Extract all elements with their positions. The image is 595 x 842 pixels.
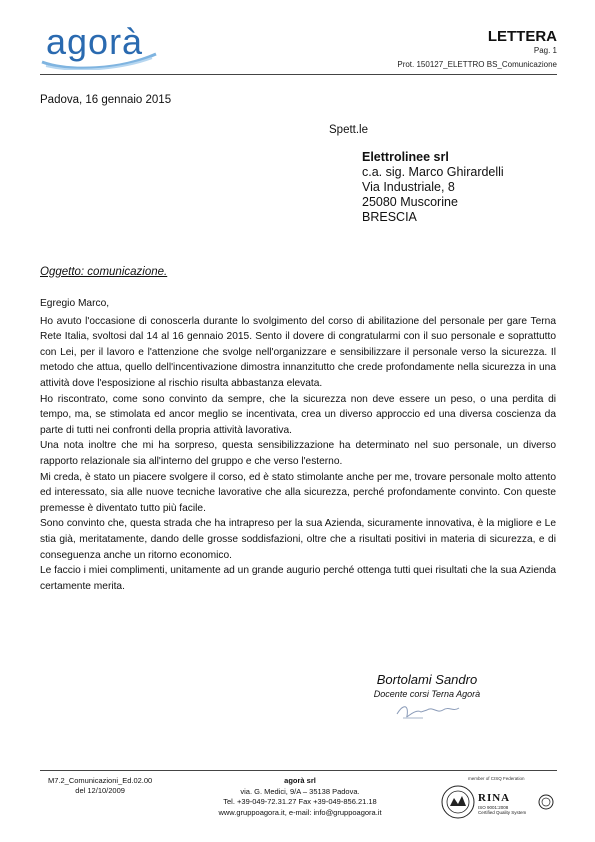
footer-divider — [40, 770, 557, 771]
page-number: Pag. 1 — [533, 46, 557, 55]
recipient-province: BRESCIA — [362, 210, 417, 224]
document-header — [397, 28, 557, 71]
signature-name: Bortolami Sandro — [376, 672, 478, 687]
footer-phone: Tel. +39-049-72.31.27 Fax +39-049-856.21.18 — [223, 797, 377, 806]
handwritten-signature — [393, 700, 463, 722]
document-code-block — [48, 776, 152, 796]
document-code: M7.2_Comunicazioni_Ed.02.00 — [48, 776, 153, 785]
body-paragraph: Ho avuto l'occasione di conoscerla durante lo svolgimento del corso di abilitazione del personale per gare Terna Rete Italia, svoltosi dal 14 al 16 gennaio 2015. Sento il dovere di congratularmi con il suo personale e soprattutto con Lei, per il lavoro e l'attenzione che svolge nell'organizzare e sensibilizzare il personale verso la sicurezza. Il metodo che attua, quello dell'incentivazione dimostra innanzitutto che crede profondamente nella sicurezza in una attività dove l'esposizione al rischio risulta abbastanza elevata. — [40, 315, 556, 389]
protocol-number: Prot. 150127_ELETTRO BS_Comunicazione — [397, 60, 557, 69]
document-edition-date: del 12/10/2009 — [75, 786, 125, 795]
rina-seal-icon — [440, 784, 476, 820]
recipient-city: 25080 Muscorine — [362, 195, 458, 209]
company-contacts — [200, 776, 400, 818]
signature-role: Docente corsi Terna Agorà — [373, 689, 481, 699]
certification-logo — [440, 776, 558, 822]
body-paragraph: Ho riscontrato, come sono convinto da sempre, che la sicurezza non deve essere un peso, o una perdita di tempo, ma, se stimolata ed ancor meglio se incentivata, crea un diverso approccio ed una diversa coscienza da parte di tutti nei confronti della propria attività lavorativa. — [40, 393, 556, 436]
cert-system: Certified Quality System — [478, 810, 527, 815]
cert-member-text: member of CISQ Federation — [468, 776, 525, 781]
header-divider — [40, 74, 557, 75]
recipient-address — [362, 150, 504, 225]
body-paragraph: Una nota inoltre che mi ha sorpreso, questa sensibilizzazione ha determinato nel suo personale, un diverso rapporto relazionale sia all'interno del gruppo e che verso l'esterno. — [40, 440, 556, 467]
footer-web-email: www.gruppoagora.it, e-mail: info@gruppoagora.it — [218, 807, 382, 817]
agora-logo — [40, 22, 160, 70]
letter-body — [40, 296, 556, 594]
footer-company-name: agorà srl — [284, 776, 316, 785]
cisq-badge-icon — [538, 794, 554, 810]
recipient-attention: c.a. sig. Marco Ghirardelli — [362, 165, 504, 179]
cert-iso: ISO 9001:2008 — [478, 805, 509, 810]
letter-subject: Oggetto: comunicazione. — [40, 266, 168, 278]
logo-swoosh-icon — [40, 48, 160, 70]
signature-block — [362, 672, 492, 699]
recipient-company: Elettrolinee srl — [362, 150, 449, 164]
recipient-street: Via Industriale, 8 — [362, 180, 455, 194]
body-paragraph: Sono convinto che, questa strada che ha intrapreso per la sua Azienda, sicuramente innovativa, è la migliore e Le stia già, meritatamente, dando delle grosse soddisfazioni, oltre che a risultati positivi in materia di sicurezza, e di conseguenza anche un ritorno economico. — [40, 518, 556, 561]
greeting: Egregio Marco, — [40, 298, 110, 309]
salutation-label: Spett.le — [329, 124, 368, 136]
cert-brand: RINA — [478, 792, 511, 804]
logo-wordmark: agorà — [46, 21, 144, 62]
document-type: LETTERA — [487, 28, 557, 45]
body-paragraph: Mi creda, è stato un piacere svolgere il corso, ed è stato stimolante anche per me, trovare personale molto attento ed interessato, sia alle nuove tecniche lavorative che alla sicurezza, perché profondamente convinto. Con queste premesse è diventato tutto più facile. — [40, 471, 556, 514]
letter-date: Padova, 16 gennaio 2015 — [40, 94, 172, 106]
body-paragraph: Le faccio i miei complimenti, unitamente ad un grande augurio perché ottenga tutti quei risultati che la sua Azienda certamente merita. — [40, 565, 556, 592]
cert-iso-block — [478, 805, 526, 815]
footer-address: via. G. Medici, 9/A – 35138 Padova. — [240, 786, 360, 796]
